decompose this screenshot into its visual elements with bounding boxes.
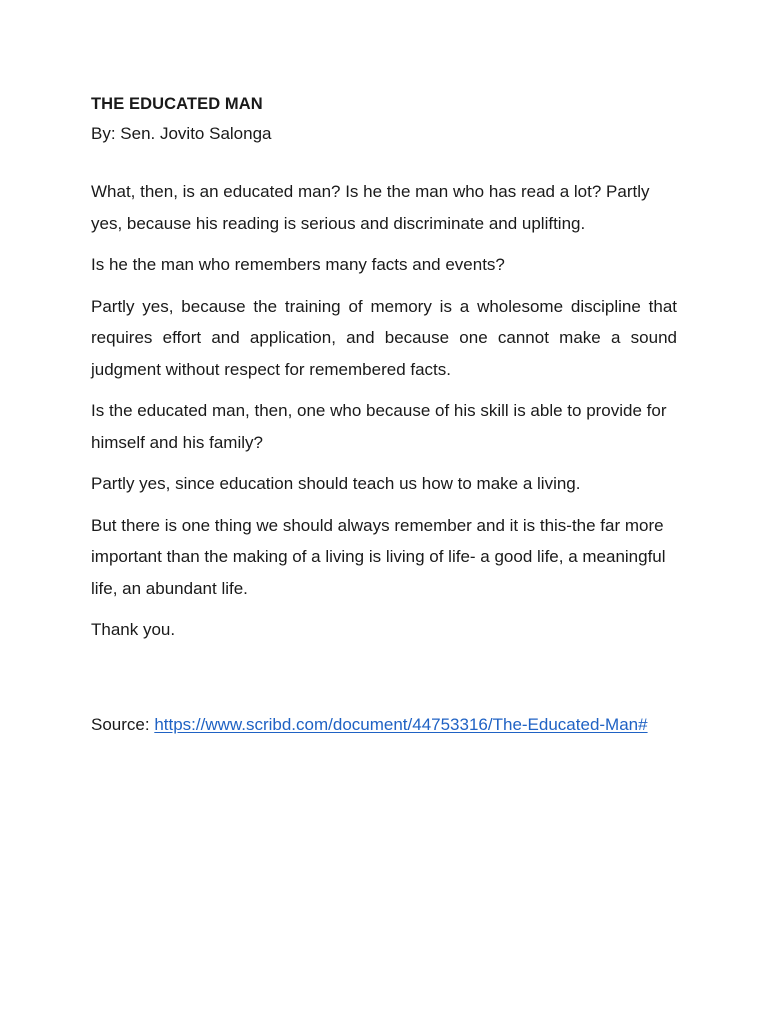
- paragraph-1: What, then, is an educated man? Is he the man who has read a lot? Partly yes, because his reading is serious and discriminate and uplifting.: [91, 182, 650, 233]
- document-title: THE EDUCATED MAN: [91, 95, 263, 113]
- document-body: [91, 92, 677, 740]
- paragraph-2: Is he the man who remembers many facts and events?: [91, 255, 505, 274]
- source-line: [91, 709, 677, 740]
- paragraph-3: Partly yes, because the training of memory is a wholesome discipline that requires effort and application, and because one cannot make a sound judgment without respect for remembered facts.: [91, 296, 677, 379]
- source-label: Source:: [91, 714, 155, 734]
- document-author: By: Sen. Jovito Salonga: [91, 124, 272, 143]
- paragraph-4: Is the educated man, then, one who because of his skill is able to provide for himself and his family?: [91, 401, 667, 452]
- paragraph-5: Partly yes, since education should teach us how to make a living.: [91, 474, 581, 493]
- source-link[interactable]: https://www.scribd.com/document/44753316/The-Educated-Man#: [154, 714, 648, 734]
- closing-thanks: Thank you.: [91, 620, 176, 639]
- paragraph-6: But there is one thing we should always remember and it is this-the far more important than the making of a living is living of life- a good life, a meaningful life, an abundant life.: [91, 515, 666, 598]
